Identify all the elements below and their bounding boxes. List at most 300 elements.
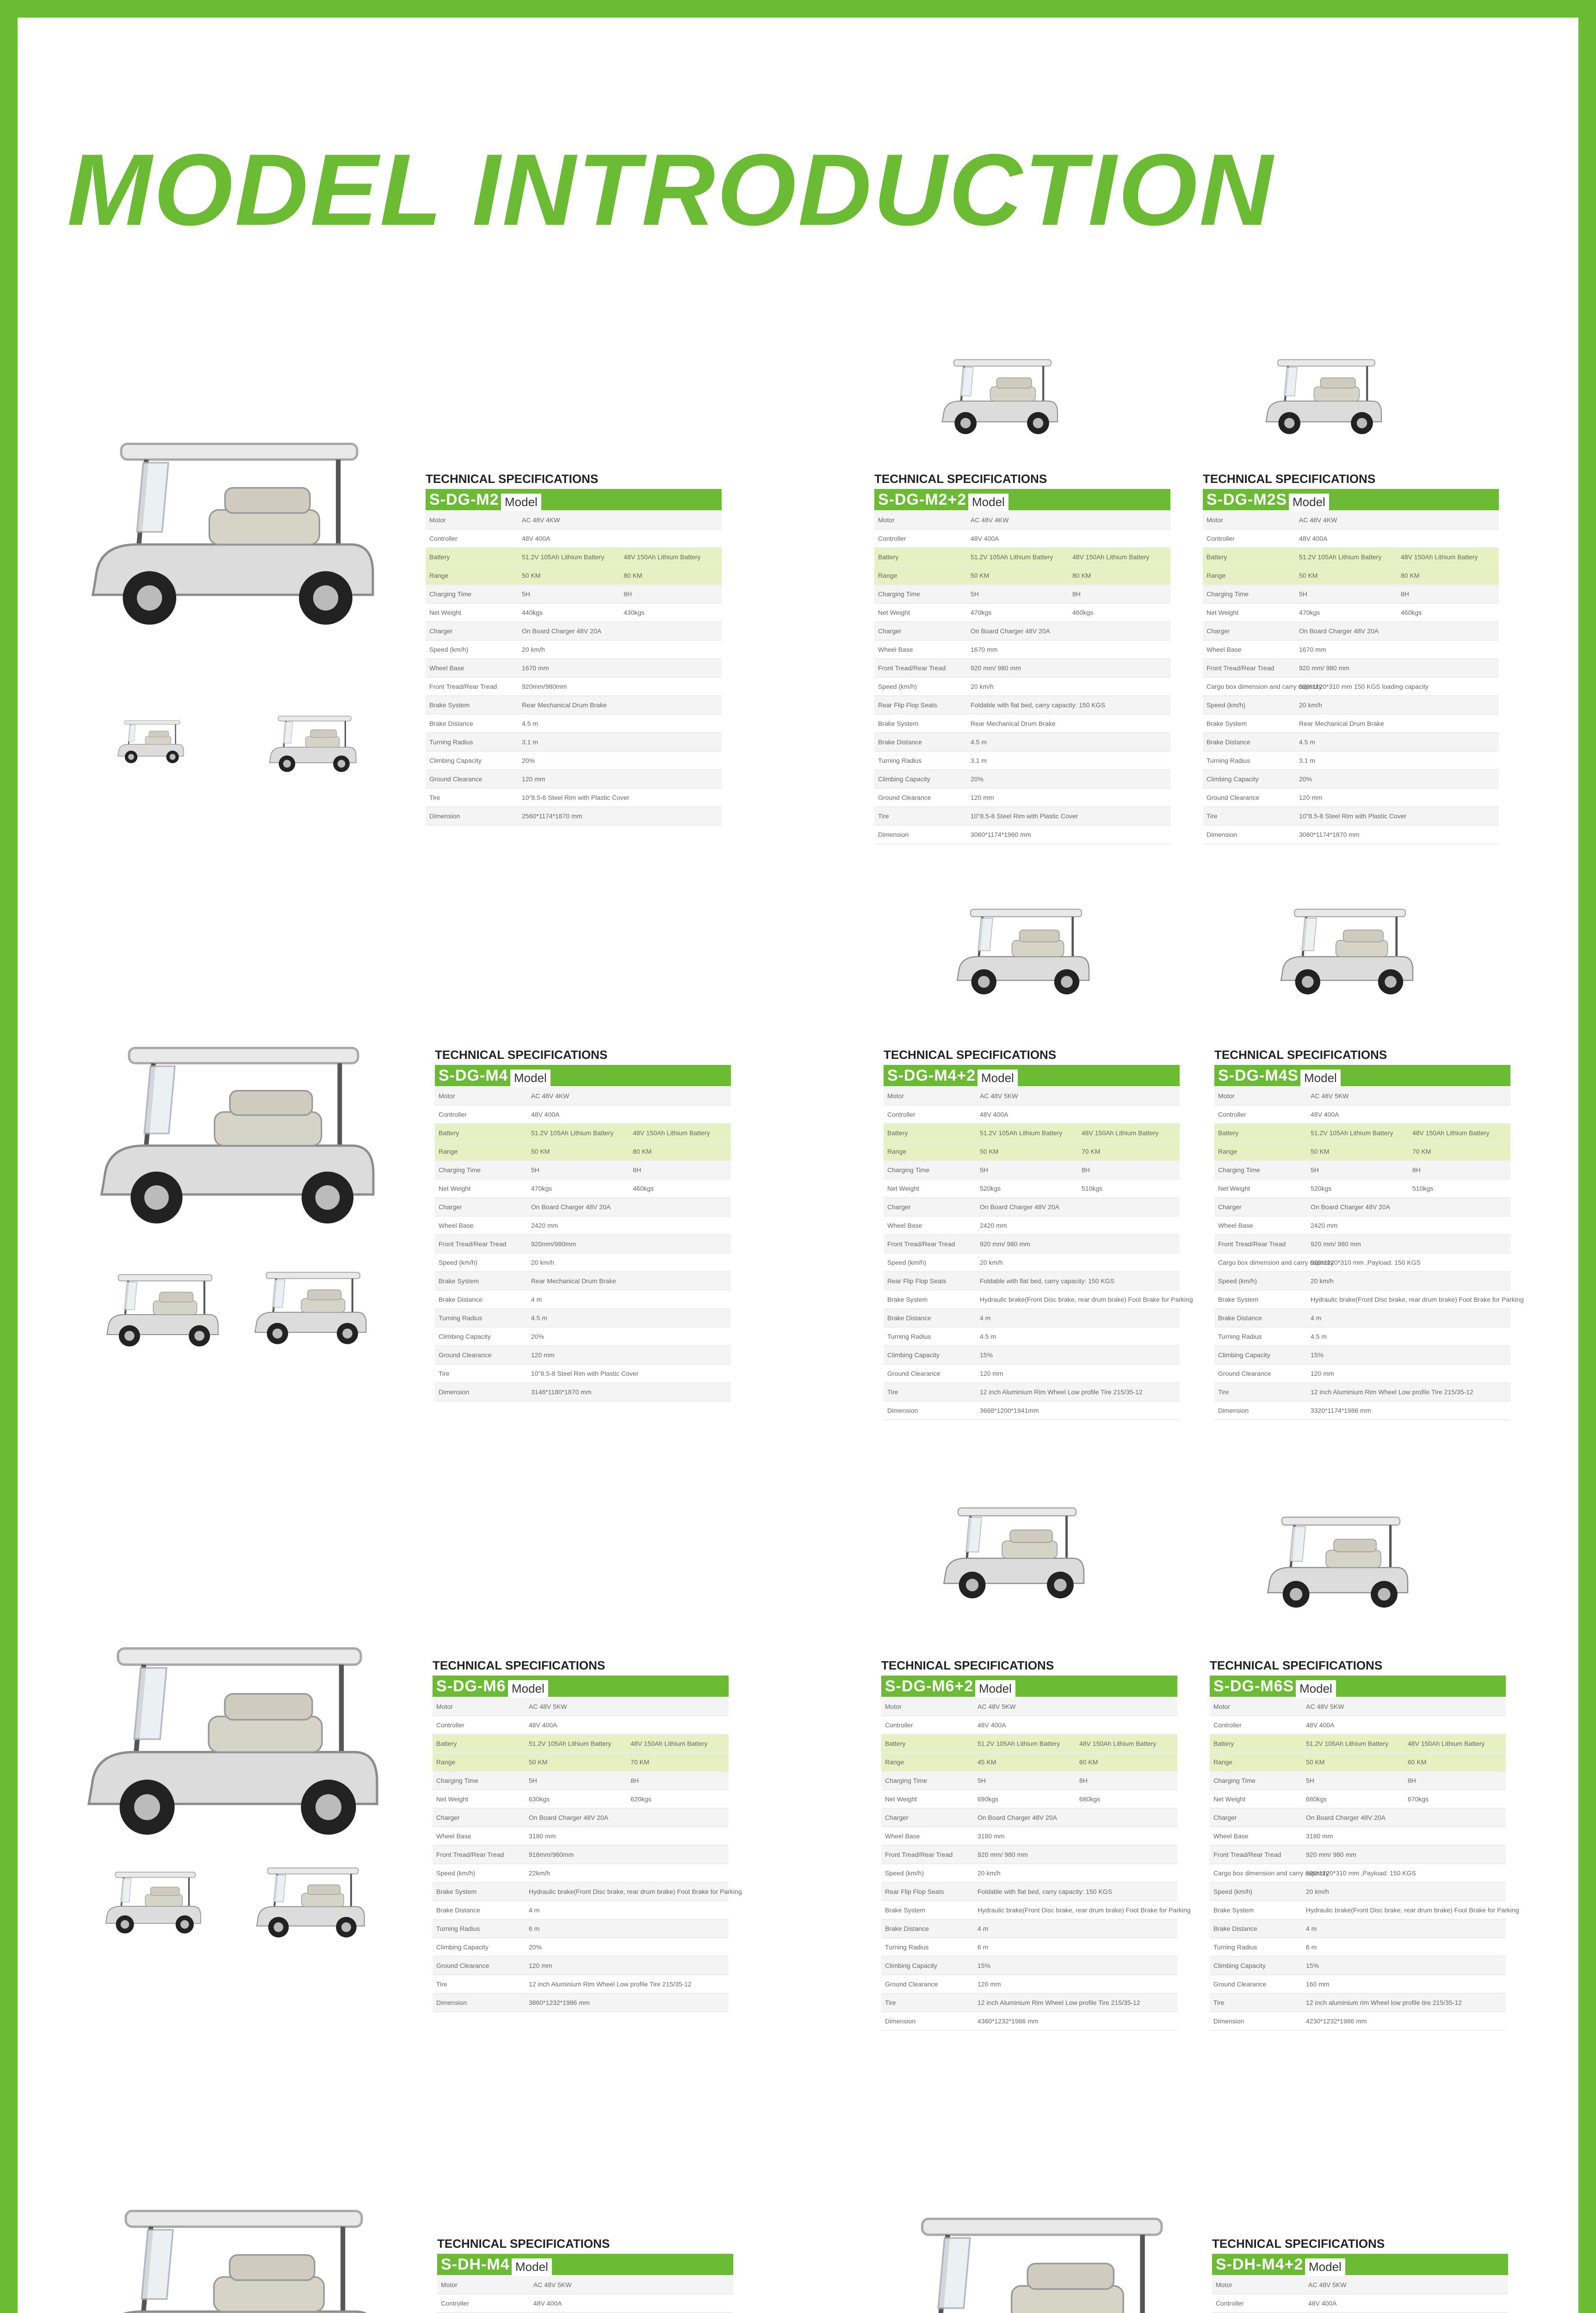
spec-value: 5H — [1311, 1166, 1319, 1174]
spec-row — [1210, 1716, 1506, 1735]
spec-value: 4.5 m — [971, 738, 987, 746]
spec-value: 120 mm — [529, 1962, 552, 1969]
spec-row — [1214, 1161, 1510, 1180]
spec-label: Brake System — [1206, 720, 1247, 727]
spec-rows — [881, 1698, 1191, 2031]
spec-value: 1670 mm — [971, 646, 998, 653]
spec-value: 3180 mm — [529, 1832, 556, 1840]
spec-value: 440kgs — [522, 609, 543, 616]
spec-label: Climbing Capacity — [887, 1351, 940, 1359]
spec-value: Hydraulic brake(Front Disc brake, rear drum brake) Foot Brake for Parking — [977, 1906, 1191, 1914]
spec-row — [1212, 2294, 1508, 2313]
spec-value: On Board Charger 48V 20A — [529, 1814, 608, 1821]
spec-row — [874, 604, 1170, 622]
spec-value: AC 48V 4KW — [971, 516, 1009, 524]
spec-label: Dimension — [1218, 1407, 1249, 1414]
spec-row — [884, 1346, 1180, 1365]
model-suffix: Model — [975, 1680, 1015, 1697]
spec-label: Motor — [1218, 1092, 1235, 1100]
spec-rows — [1214, 1087, 1524, 1420]
spec-value: 51.2V 105Ah Lithium Battery — [980, 1129, 1063, 1137]
spec-row — [435, 1235, 731, 1254]
spec-heading: TECHNICAL SPECIFICATIONS — [1210, 1658, 1383, 1672]
spec-label: Brake Distance — [439, 1296, 483, 1303]
spec-label: Brake System — [439, 1277, 479, 1285]
spec-label: Front Tread/Rear Tread — [878, 664, 946, 672]
spec-label: Controller — [441, 2300, 469, 2307]
spec-row — [1214, 1365, 1510, 1383]
model-band — [884, 1065, 1180, 1086]
spec-row — [1214, 1124, 1510, 1143]
spec-value: 51.2V 105Ah Lithium Battery — [522, 553, 605, 561]
spec-label: Brake System — [1213, 1906, 1254, 1914]
spec-row — [881, 1920, 1177, 1938]
spec-value: 4.5 m — [1311, 1333, 1327, 1340]
spec-value: Rear Mechanical Drum Brake — [971, 720, 1056, 727]
spec-label: Brake Distance — [429, 720, 473, 727]
spec-row — [426, 807, 722, 826]
spec-label: Range — [439, 1148, 458, 1155]
spec-label: Battery — [878, 553, 899, 561]
spec-label: Speed (km/h) — [878, 683, 917, 690]
spec-value: 20 km/h — [1311, 1277, 1334, 1285]
spec-value: 120 mm — [1311, 1370, 1334, 1377]
spec-value: 5H — [529, 1777, 537, 1784]
spec-value: 2420 mm — [980, 1222, 1007, 1229]
spec-row — [1210, 1883, 1506, 1901]
spec-value: Hydraulic brake(Front Disc brake, rear drum brake) Foot Brake for Parking — [1306, 1906, 1519, 1914]
spec-rows — [874, 511, 1170, 844]
model-suffix: Model — [501, 494, 541, 510]
spec-heading: TECHNICAL SPECIFICATIONS — [437, 2237, 610, 2251]
golf-cart-image — [99, 1270, 224, 1353]
spec-value: 45 KM — [977, 1758, 996, 1766]
spec-value: 2420 mm — [531, 1222, 558, 1229]
spec-label: Speed (km/h) — [439, 1259, 478, 1266]
spec-value: 12 inch Aluminium Rim Wheel Low profile Tire 215/35-12 — [1311, 1388, 1473, 1396]
model-suffix: Model — [1300, 1070, 1341, 1086]
spec-row — [1203, 678, 1499, 696]
spec-label: Controller — [1206, 535, 1235, 542]
golf-cart-image — [83, 1008, 389, 1268]
spec-table-s-dg-m2s — [1203, 472, 1499, 844]
spec-value: 48V 400A — [971, 535, 999, 542]
spec-label: Front Tread/Rear Tread — [436, 1851, 504, 1858]
spec-label: Cargo box dimension and carry capacity — [1206, 683, 1322, 690]
spec-value: 51.2V 105Ah Lithium Battery — [1299, 553, 1382, 561]
spec-row — [1214, 1143, 1510, 1161]
spec-label: Dimension — [1213, 2017, 1244, 2025]
spec-value: 8H — [1408, 1777, 1416, 1784]
spec-row — [884, 1235, 1180, 1254]
spec-row — [1203, 585, 1499, 604]
spec-label: Controller — [1218, 1111, 1246, 1118]
spec-label: Charger — [436, 1814, 460, 1821]
spec-row — [426, 604, 722, 622]
spec-rows — [1212, 2276, 1508, 2313]
spec-row — [884, 1365, 1180, 1383]
spec-row — [1210, 1735, 1506, 1753]
spec-label: Controller — [1213, 1721, 1242, 1729]
model-band — [435, 1065, 731, 1086]
spec-row — [881, 1957, 1177, 1975]
model-band — [1212, 2254, 1508, 2275]
spec-value: 5H — [971, 590, 979, 598]
spec-row — [435, 1198, 731, 1217]
spec-row — [435, 1124, 731, 1143]
spec-value: Rear Mechanical Drum Brake — [531, 1277, 616, 1285]
spec-label: Motor — [885, 1703, 902, 1710]
spec-value: 3668*1200*1941mm — [980, 1407, 1039, 1414]
spec-row — [1214, 1328, 1510, 1346]
spec-label: Battery — [436, 1740, 457, 1747]
spec-label: Range — [878, 572, 897, 579]
spec-row — [1214, 1309, 1510, 1328]
spec-row — [426, 511, 722, 530]
spec-row — [1210, 1994, 1506, 2012]
spec-label: Motor — [887, 1092, 904, 1100]
spec-label: Climbing Capacity — [1218, 1351, 1270, 1359]
spec-label: Charger — [439, 1203, 462, 1211]
spec-heading: TECHNICAL SPECIFICATIONS — [1214, 1048, 1387, 1062]
spec-value: 920 mm/ 980 mm — [980, 1240, 1030, 1248]
spec-value: 20% — [529, 1943, 542, 1951]
spec-row — [1214, 1106, 1510, 1124]
spec-row — [426, 789, 722, 807]
spec-label: Charger — [1218, 1203, 1242, 1211]
spec-label: Front Tread/Rear Tread — [1213, 1851, 1281, 1858]
spec-value: 50 KM — [971, 572, 990, 579]
model-band — [1210, 1676, 1506, 1697]
spec-label: Net Weight — [885, 1795, 917, 1803]
spec-value: Hydraulic brake(Front Disc brake, rear drum brake) Foot Brake for Parking — [529, 1888, 742, 1895]
spec-value: 10"8.5-8 Steel Rim with Plastic Cover — [1299, 812, 1407, 820]
spec-value: 8H — [631, 1777, 639, 1784]
spec-value: 3320*1174*1986 mm — [1311, 1407, 1371, 1414]
spec-value: 48V 150Ah Lithium Battery — [1408, 1740, 1485, 1747]
spec-label: Ground Clearance — [436, 1962, 489, 1969]
spec-table-s-dg-m6 — [433, 1658, 742, 2012]
golf-cart-image — [1258, 1503, 1416, 1624]
spec-label: Charger — [429, 627, 453, 635]
spec-rows — [437, 2276, 733, 2313]
spec-value: 4 m — [980, 1314, 991, 1322]
spec-row — [1210, 1957, 1506, 1975]
spec-row — [435, 1106, 731, 1124]
golf-cart-image — [247, 1268, 372, 1351]
spec-label: Range — [1206, 572, 1226, 579]
spec-value: 5H — [531, 1166, 539, 1174]
spec-value: AC 48V 5KW — [1308, 2281, 1347, 2288]
spec-value: 51.2V 105Ah Lithium Battery — [1311, 1129, 1393, 1137]
spec-value: 12 inch aluminium rim Wheel low profile tire 215/35-12 — [1306, 1999, 1462, 2006]
spec-row — [1214, 1272, 1510, 1291]
golf-cart-image — [83, 1869, 222, 1938]
spec-row — [881, 1846, 1177, 1864]
spec-label: Range — [887, 1148, 907, 1155]
spec-row — [881, 1938, 1177, 1957]
spec-label: Brake Distance — [885, 1925, 929, 1932]
spec-label: Charging Time — [436, 1777, 479, 1784]
spec-label: Ground Clearance — [1213, 1980, 1267, 1988]
spec-value: 51.2V 105Ah Lithium Battery — [529, 1740, 612, 1747]
spec-label: Dimension — [1206, 831, 1237, 838]
spec-value: 15% — [1311, 1351, 1324, 1359]
model-band — [437, 2254, 733, 2275]
spec-value: 5H — [977, 1777, 986, 1784]
spec-value: 1670 mm — [1299, 646, 1326, 653]
spec-row — [435, 1254, 731, 1272]
spec-row — [881, 1864, 1177, 1883]
spec-value: 3.1 m — [971, 757, 987, 764]
spec-value: 20 km/h — [522, 646, 545, 653]
spec-value: 4.5 m — [531, 1314, 548, 1322]
spec-row — [884, 1402, 1180, 1420]
spec-row — [1214, 1235, 1510, 1254]
spec-row — [884, 1328, 1180, 1346]
spec-label: Charging Time — [885, 1777, 928, 1784]
spec-row — [1203, 770, 1499, 789]
spec-label: Wheel Base — [429, 664, 464, 672]
spec-label: Turning Radius — [1218, 1333, 1262, 1340]
model-band — [1214, 1065, 1510, 1086]
spec-value: 5H — [980, 1166, 988, 1174]
spec-value: 4.5 m — [522, 720, 538, 727]
spec-label: Ground Clearance — [887, 1370, 940, 1377]
model-code: S-DG-M6 — [436, 1677, 506, 1695]
spec-label: Brake Distance — [1206, 738, 1250, 746]
spec-label: Brake System — [1218, 1296, 1259, 1303]
spec-row — [433, 1938, 729, 1957]
spec-label: Front Tread/Rear Tread — [429, 683, 497, 690]
spec-label: Battery — [1218, 1129, 1239, 1137]
spec-row — [874, 530, 1170, 548]
spec-value: Foldable with flat bed, carry capacity: 150 KGS — [971, 701, 1106, 709]
spec-value: 80 KM — [624, 572, 643, 579]
spec-label: Net Weight — [878, 609, 910, 616]
spec-row — [1203, 733, 1499, 752]
spec-value: 120 mm — [531, 1351, 555, 1359]
spec-row — [1210, 1753, 1506, 1772]
spec-value: 12 inch Aluminium Rim Wheel Low profile Tire 215/35-12 — [980, 1388, 1143, 1396]
spec-table-s-dh-m4-2 — [1212, 2237, 1508, 2313]
spec-label: Tire — [429, 794, 440, 801]
spec-value: 10"8.5-8 Steel Rim with Plastic Cover — [531, 1370, 639, 1377]
spec-label: Charging Time — [429, 590, 472, 598]
spec-label: Brake Distance — [1218, 1314, 1262, 1322]
spec-label: Motor — [1216, 2281, 1232, 2288]
spec-value: 48V 150Ah Lithium Battery — [1401, 553, 1478, 561]
spec-value: 470kgs — [971, 609, 992, 616]
spec-value: Rear Mechanical Drum Brake — [1299, 720, 1384, 727]
spec-label: Wheel Base — [887, 1222, 922, 1229]
spec-label: Brake System — [885, 1906, 926, 1914]
spec-row — [881, 1975, 1177, 1994]
spec-value: 3.1 m — [522, 738, 538, 746]
spec-label: Net Weight — [1218, 1185, 1250, 1192]
spec-value: AC 48V 4KW — [1299, 516, 1337, 524]
spec-value: On Board Charger 48V 20A — [1311, 1203, 1390, 1211]
spec-label: Net Weight — [439, 1185, 470, 1192]
model-code: S-DH-M4+2 — [1216, 2256, 1304, 2273]
spec-label: Charging Time — [887, 1166, 930, 1174]
spec-value: 48V 150Ah Lithium Battery — [1072, 553, 1150, 561]
spec-label: Turning Radius — [885, 1943, 929, 1951]
spec-row — [1210, 1772, 1506, 1790]
spec-row — [881, 1901, 1191, 1920]
model-code: S-DG-M6S — [1213, 1677, 1294, 1695]
spec-value: 630kgs — [529, 1795, 550, 1803]
golf-cart-image — [79, 2179, 393, 2313]
spec-row — [433, 1920, 729, 1938]
spec-label: Motor — [429, 516, 446, 524]
spec-label: Climbing Capacity — [1206, 775, 1259, 783]
model-code: S-DG-M2+2 — [878, 491, 967, 508]
spec-label: Turning Radius — [1213, 1943, 1257, 1951]
spec-value: 48V 400A — [529, 1721, 557, 1729]
spec-label: Tire — [1213, 1999, 1225, 2006]
spec-value: AC 48V 5KW — [533, 2281, 572, 2288]
spec-row — [1203, 604, 1499, 622]
spec-value: 3860*1232*1986 mm — [529, 1999, 590, 2006]
spec-row — [884, 1291, 1193, 1309]
spec-label: Charger — [1206, 627, 1230, 635]
spec-label: Motor — [441, 2281, 458, 2288]
model-suffix: Model — [968, 494, 1008, 510]
model-code: S-DG-M6+2 — [885, 1677, 974, 1695]
spec-label: Ground Clearance — [885, 1980, 938, 1988]
spec-value: 920*1120*310 mm ,Payload: 150 KGS — [1311, 1259, 1421, 1266]
spec-row — [881, 1716, 1177, 1735]
golf-cart-image — [1272, 893, 1420, 1013]
spec-label: Speed (km/h) — [1206, 701, 1246, 709]
spec-value: 12 inch Aluminium Rim Wheel Low profile Tire 215/35-12 — [529, 1980, 692, 1988]
spec-label: Ground Clearance — [429, 775, 483, 783]
spec-value: 460kgs — [1401, 609, 1422, 616]
spec-label: Turning Radius — [436, 1925, 480, 1932]
spec-label: Controller — [885, 1721, 913, 1729]
spec-row — [435, 1161, 731, 1180]
spec-rows — [435, 1087, 731, 1402]
spec-row — [1203, 752, 1499, 770]
spec-value: 8H — [1082, 1166, 1090, 1174]
spec-value: 920 mm/ 980 mm — [1311, 1240, 1361, 1248]
spec-value: 15% — [1306, 1962, 1319, 1969]
spec-row — [433, 1753, 729, 1772]
spec-label: Range — [1213, 1758, 1233, 1766]
spec-row — [884, 1198, 1180, 1217]
spec-row — [874, 789, 1170, 807]
spec-row — [426, 659, 722, 678]
spec-label: Battery — [885, 1740, 906, 1747]
spec-value: 8H — [633, 1166, 641, 1174]
spec-value: 48V 150Ah Lithium Battery — [1412, 1129, 1490, 1137]
spec-table-s-dg-m4-2 — [884, 1048, 1193, 1420]
spec-label: Brake System — [436, 1888, 477, 1895]
spec-rows — [1203, 511, 1499, 844]
model-code: S-DH-M4 — [441, 2256, 510, 2273]
spec-row — [1210, 1827, 1506, 1846]
spec-row — [881, 1790, 1177, 1809]
spec-label: Controller — [436, 1721, 464, 1729]
spec-value: 120 mm — [977, 1980, 1001, 1988]
spec-value: Hydraulic brake(Front Disc brake, rear drum brake) Foot Brake for Parking — [1311, 1296, 1524, 1303]
spec-label: Climbing Capacity — [429, 757, 482, 764]
spec-value: 680kgs — [1079, 1795, 1101, 1803]
spec-value: 470kgs — [531, 1185, 552, 1192]
spec-label: Speed (km/h) — [1218, 1277, 1257, 1285]
spec-label: Controller — [1216, 2300, 1244, 2307]
model-band — [433, 1676, 729, 1697]
spec-label: Speed (km/h) — [885, 1869, 924, 1877]
spec-row — [1203, 548, 1499, 567]
spec-value: 4 m — [1306, 1925, 1317, 1932]
spec-row — [874, 548, 1170, 567]
spec-table-s-dg-m6-2 — [881, 1658, 1191, 2031]
spec-label: Net Weight — [1213, 1795, 1245, 1803]
spec-value: 4230*1232*1986 mm — [1306, 2017, 1367, 2025]
spec-row — [1214, 1254, 1510, 1272]
spec-value: 120 mm — [971, 794, 994, 801]
spec-label: Net Weight — [1206, 609, 1238, 616]
spec-value: 920 mm/ 980 mm — [1299, 664, 1349, 672]
spec-label: Front Tread/Rear Tread — [439, 1240, 507, 1248]
spec-row — [884, 1124, 1180, 1143]
spec-row — [435, 1217, 731, 1235]
spec-value: 48V 150Ah Lithium Battery — [633, 1129, 710, 1137]
spec-value: 48V 400A — [980, 1111, 1008, 1118]
spec-value: 4 m — [977, 1925, 989, 1932]
spec-value: On Board Charger 48V 20A — [971, 627, 1050, 635]
spec-value: 430kgs — [624, 609, 645, 616]
spec-row — [435, 1087, 731, 1106]
spec-label: Speed (km/h) — [429, 646, 469, 653]
spec-table-s-dg-m2-2 — [874, 472, 1170, 844]
spec-value: 8H — [1401, 590, 1409, 598]
spec-row — [1210, 1864, 1506, 1883]
spec-value: 3180 mm — [977, 1832, 1005, 1840]
spec-value: On Board Charger 48V 20A — [531, 1203, 611, 1211]
spec-value: 50 KM — [1306, 1758, 1325, 1766]
spec-label: Charging Time — [1213, 1777, 1256, 1784]
spec-row — [1210, 1809, 1506, 1827]
spec-row — [874, 622, 1170, 641]
spec-label: Dimension — [436, 1999, 467, 2006]
spec-value: 51.2V 105Ah Lithium Battery — [971, 553, 1053, 561]
spec-row — [1203, 696, 1499, 715]
spec-label: Dimension — [887, 1407, 918, 1414]
spec-heading: TECHNICAL SPECIFICATIONS — [881, 1658, 1054, 1672]
spec-value: On Board Charger 48V 20A — [977, 1814, 1057, 1821]
spec-label: Tire — [436, 1980, 447, 1988]
spec-value: 920 mm/ 980 mm — [1306, 1851, 1356, 1858]
spec-value: 3060*1174*1960 mm — [971, 831, 1031, 838]
spec-row — [1210, 2012, 1506, 2031]
spec-row — [426, 548, 722, 567]
spec-value: 80 KM — [1072, 572, 1091, 579]
spec-value: On Board Charger 48V 20A — [980, 1203, 1059, 1211]
spec-row — [1210, 1846, 1506, 1864]
spec-label: Net Weight — [887, 1185, 919, 1192]
spec-row — [1210, 1698, 1506, 1716]
spec-row — [874, 770, 1170, 789]
spec-row — [1203, 826, 1499, 844]
spec-value: 60 KM — [1408, 1758, 1427, 1766]
spec-row — [426, 678, 722, 696]
spec-row — [1214, 1291, 1524, 1309]
spec-row — [426, 622, 722, 641]
spec-value: 12 inch Aluminium Rim Wheel Low profile Tire 215/35-12 — [977, 1999, 1140, 2006]
